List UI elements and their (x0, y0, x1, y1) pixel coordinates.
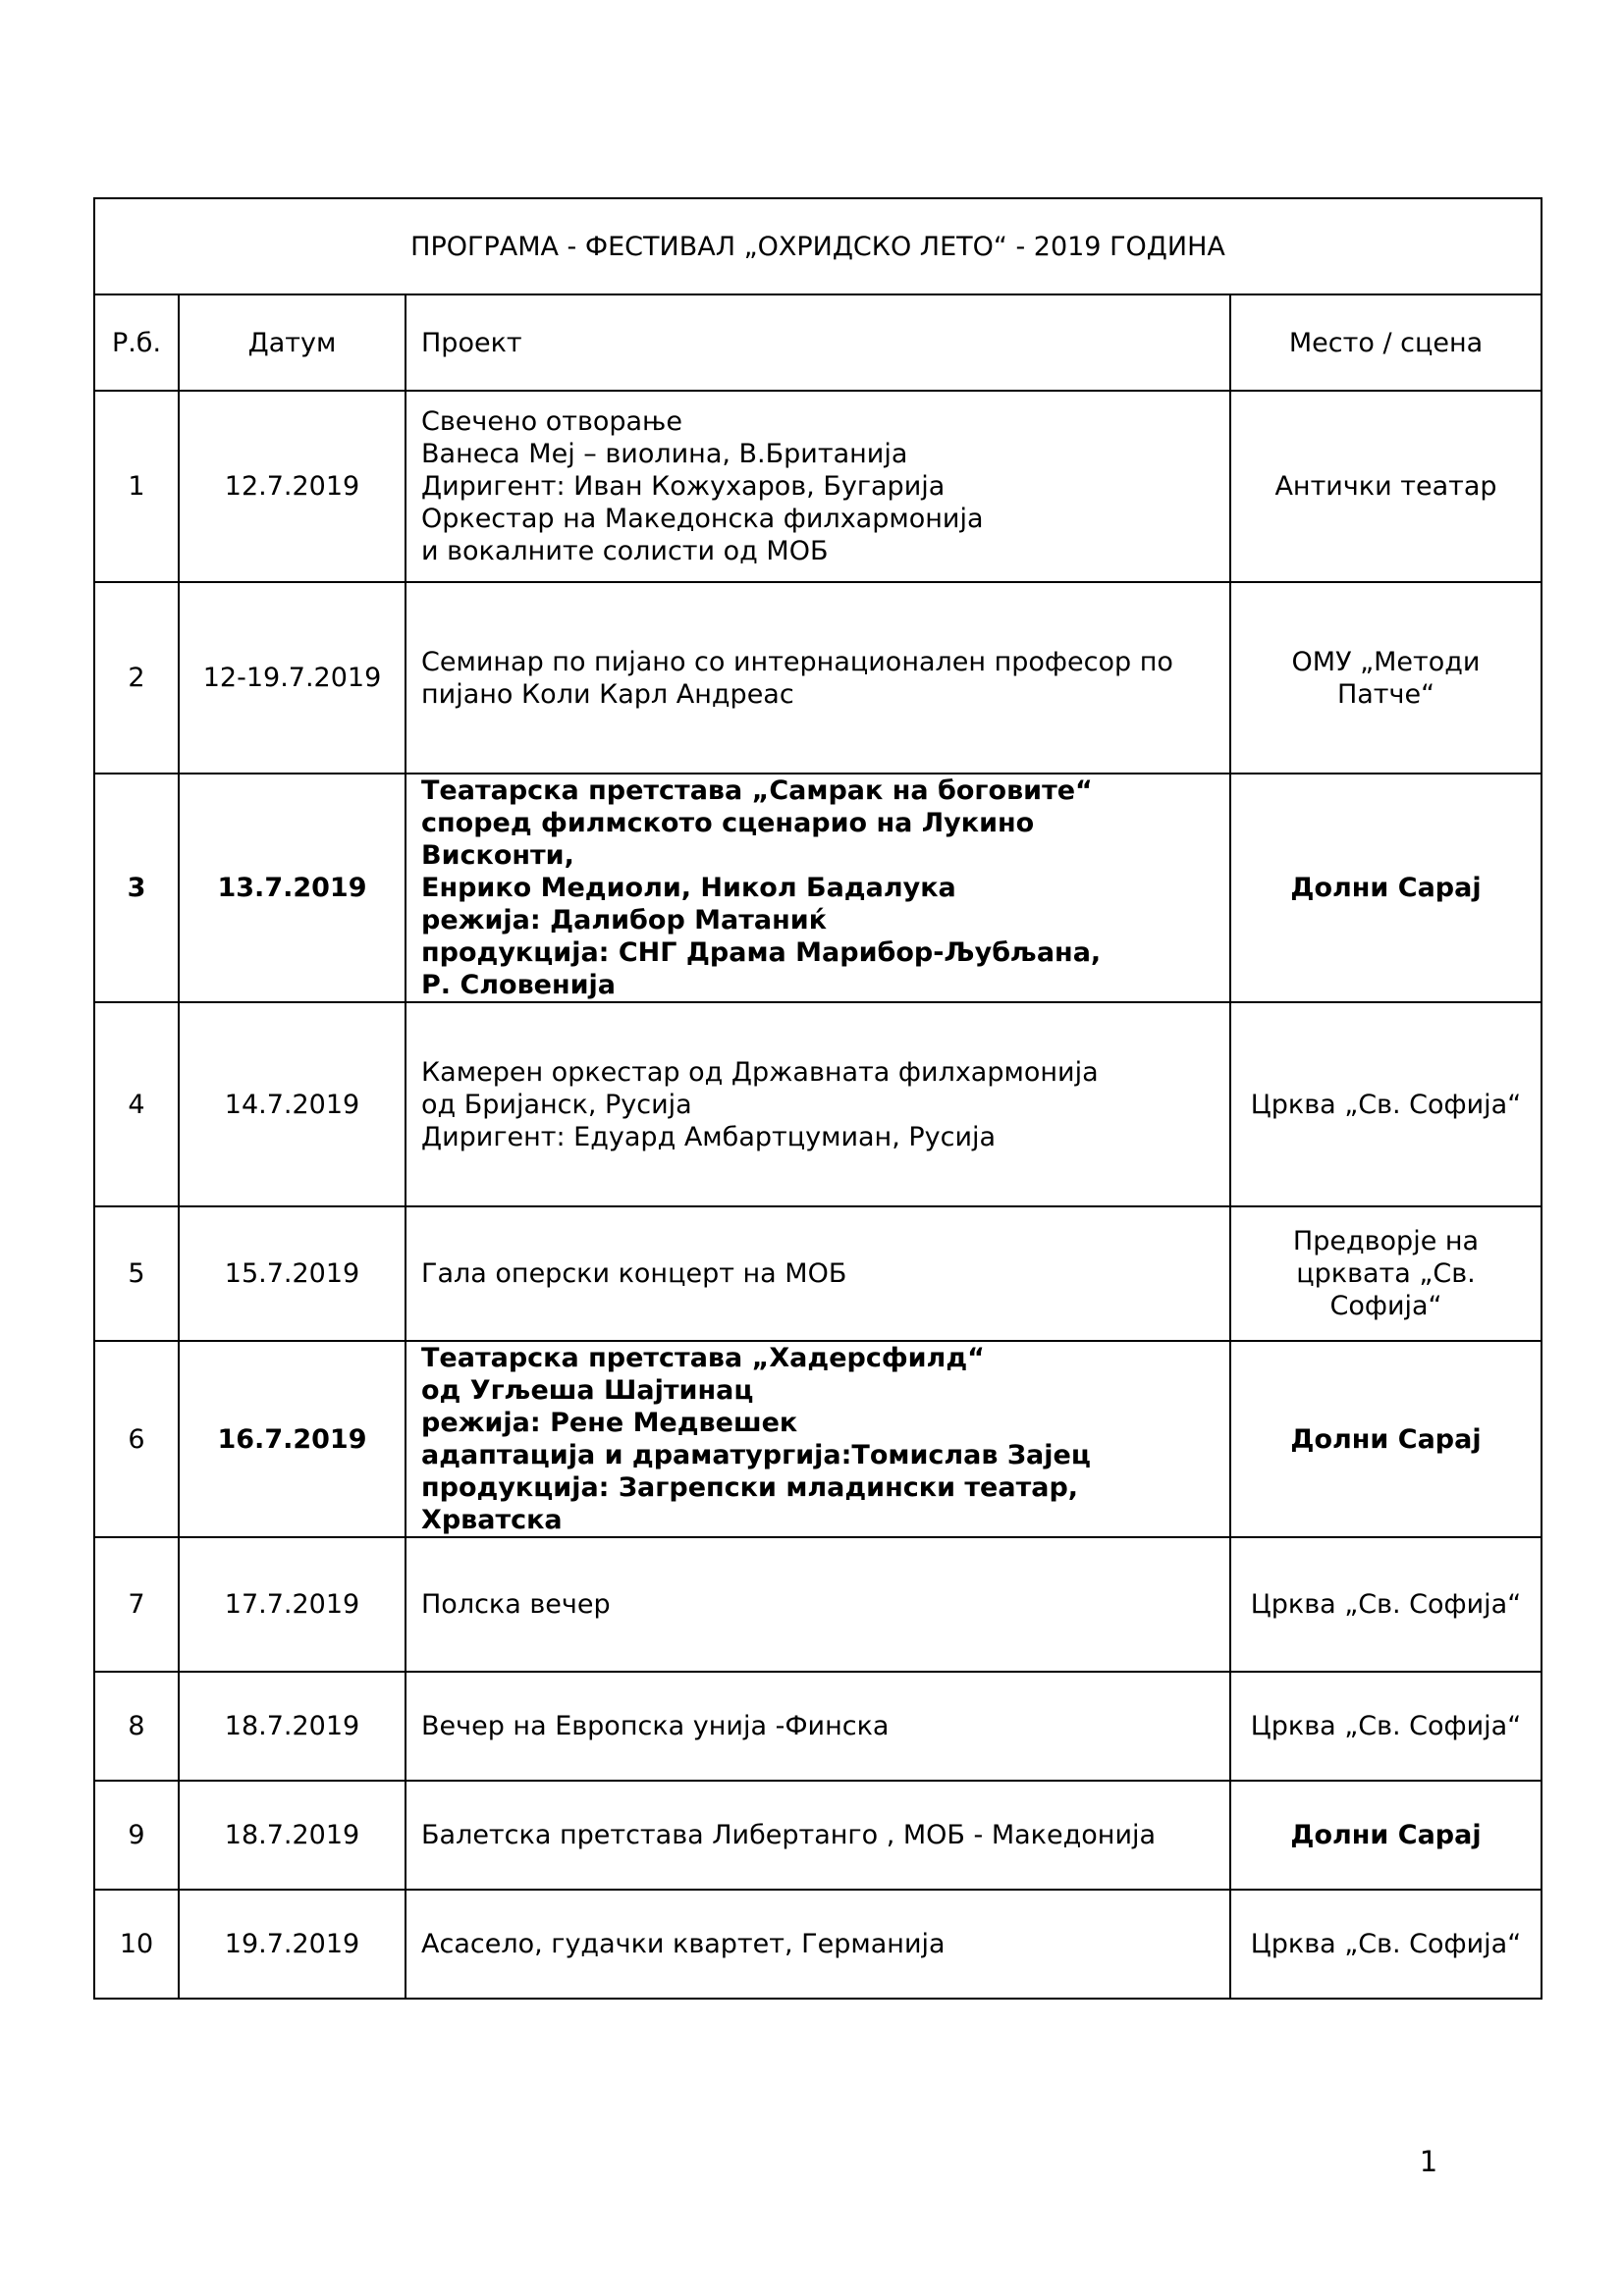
row-venue (1230, 1206, 1542, 1341)
row-venue-line: Долни Сарај (1290, 873, 1482, 903)
program-table (93, 197, 1542, 2000)
row-project-line: Семинар по пијано со интернационален професор по (421, 646, 1173, 677)
row-project-line: режија: Рене Медвешек (421, 1408, 798, 1438)
row-date: 17.7.2019 (179, 1537, 406, 1672)
row-project (406, 774, 1230, 1002)
table-row (94, 1206, 1542, 1341)
row-date: 12-19.7.2019 (179, 582, 406, 774)
row-venue (1230, 1537, 1542, 1672)
row-venue-line: Црква „Св. Софија“ (1250, 1929, 1522, 1959)
row-project (406, 1890, 1230, 1999)
row-date: 16.7.2019 (179, 1341, 406, 1537)
row-number: 2 (94, 582, 179, 774)
row-venue-line: Црква „Св. Софија“ (1250, 1089, 1522, 1120)
table-row (94, 1341, 1542, 1537)
row-number: 4 (94, 1002, 179, 1206)
row-project-line: Вечер на Европска унија -Финска (421, 1711, 890, 1741)
table-row (94, 1890, 1542, 1999)
row-project-line: продукција: Загрепски младински театар, (421, 1472, 1079, 1503)
row-number: 9 (94, 1781, 179, 1890)
title-row (94, 198, 1542, 294)
row-project-line: режија: Далибор Матаниќ (421, 905, 828, 935)
header-project: Проект (406, 294, 1230, 391)
table-row (94, 1002, 1542, 1206)
row-date: 18.7.2019 (179, 1672, 406, 1781)
row-project-line: Оркестар на Македонска филхармонија (421, 504, 984, 534)
table-row (94, 1537, 1542, 1672)
row-project (406, 1781, 1230, 1890)
row-project (406, 391, 1230, 582)
row-date: 19.7.2019 (179, 1890, 406, 1999)
row-venue-line: Црква „Св. Софија“ (1250, 1589, 1522, 1620)
row-venue-line: Предворје на (1292, 1226, 1480, 1256)
row-project-line: Гала оперски концерт на МОБ (421, 1258, 847, 1289)
table-row (94, 582, 1542, 774)
row-project-line: Полска вечер (421, 1589, 611, 1620)
header-date: Датум (179, 294, 406, 391)
row-date: 15.7.2019 (179, 1206, 406, 1341)
row-venue-line: Долни Сарај (1290, 1423, 1482, 1455)
row-project-line: и вокалните солисти од МОБ (421, 536, 829, 566)
program-title: ПРОГРАМА - ФЕСТИВАЛ „ОХРИДСКО ЛЕТО“ - 2019 ГОДИНА (94, 198, 1542, 294)
row-project-line: Диригент: Иван Кожухаров, Бугарија (421, 471, 946, 502)
row-venue (1230, 774, 1542, 1002)
header-row (94, 294, 1542, 391)
row-project-line: пијано Коли Карл Андреас (421, 678, 794, 710)
row-project (406, 1002, 1230, 1206)
row-number: 5 (94, 1206, 179, 1341)
row-date: 13.7.2019 (179, 774, 406, 1002)
row-venue-line: Долни Сарај (1290, 1820, 1482, 1850)
row-venue (1230, 1341, 1542, 1537)
row-project-line: Свечено отворање (421, 406, 682, 437)
row-project-line: Диригент: Едуард Амбартцумиан, Русија (421, 1121, 997, 1152)
row-venue-line: ОМУ „Методи (1291, 646, 1481, 677)
row-venue (1230, 1672, 1542, 1781)
row-project-line: според филмското сценарио на Лукино (421, 808, 1035, 838)
row-project-line: Балетска претстава Либертанго , МОБ - Македонија (421, 1820, 1157, 1850)
table-row (94, 1672, 1542, 1781)
row-project-line: Хрватска (421, 1505, 563, 1535)
row-venue-line: Црква „Св. Софија“ (1250, 1711, 1522, 1741)
header-venue: Место / сцена (1230, 294, 1542, 391)
row-project-line: адаптација и драматургија:Томислав Зајец (421, 1440, 1091, 1470)
row-project-line: од Угљеша Шајтинац (421, 1375, 754, 1406)
row-project (406, 1206, 1230, 1341)
row-project (406, 1341, 1230, 1537)
row-venue-line: Софија“ (1329, 1291, 1442, 1321)
row-project-line: Камерен оркестар од Државната филхармонија (421, 1056, 1099, 1088)
row-venue-line: црквата „Св. (1296, 1258, 1476, 1289)
row-project (406, 582, 1230, 774)
row-project (406, 1537, 1230, 1672)
row-number: 3 (94, 774, 179, 1002)
table-row (94, 1781, 1542, 1890)
row-venue-line: Патче“ (1336, 678, 1435, 710)
row-project-line: Висконти, (421, 840, 574, 871)
row-number: 1 (94, 391, 179, 582)
row-project-line: продукција: СНГ Драма Марибор-Љубљана, (421, 937, 1102, 968)
row-number: 6 (94, 1341, 179, 1537)
row-project-line: Енрико Медиоли, Никол Бадалука (421, 873, 956, 903)
row-project-line: Театарска претстава „Самрак на боговите“ (421, 775, 1093, 806)
row-number: 7 (94, 1537, 179, 1672)
row-project-line: Р. Словенија (421, 970, 617, 1000)
row-project-line: од Бријанск, Русија (421, 1089, 692, 1120)
row-date: 18.7.2019 (179, 1781, 406, 1890)
page-number: 1 (1419, 2145, 1438, 2178)
row-project-line: Ванеса Меј – виолина, В.Британија (421, 439, 908, 469)
row-venue (1230, 1781, 1542, 1890)
table-row (94, 774, 1542, 1002)
row-venue-line: Антички театар (1274, 471, 1497, 502)
row-project-line: Театарска претстава „Хадерсфилд“ (421, 1343, 985, 1373)
table-row (94, 391, 1542, 582)
row-number: 10 (94, 1890, 179, 1999)
header-num: Р.б. (94, 294, 179, 391)
row-venue (1230, 582, 1542, 774)
row-project-line: Асасело, гудачки квартет, Германија (421, 1929, 946, 1959)
row-number: 8 (94, 1672, 179, 1781)
row-project (406, 1672, 1230, 1781)
row-venue (1230, 391, 1542, 582)
row-venue (1230, 1890, 1542, 1999)
row-date: 14.7.2019 (179, 1002, 406, 1206)
row-venue (1230, 1002, 1542, 1206)
row-date: 12.7.2019 (179, 391, 406, 582)
